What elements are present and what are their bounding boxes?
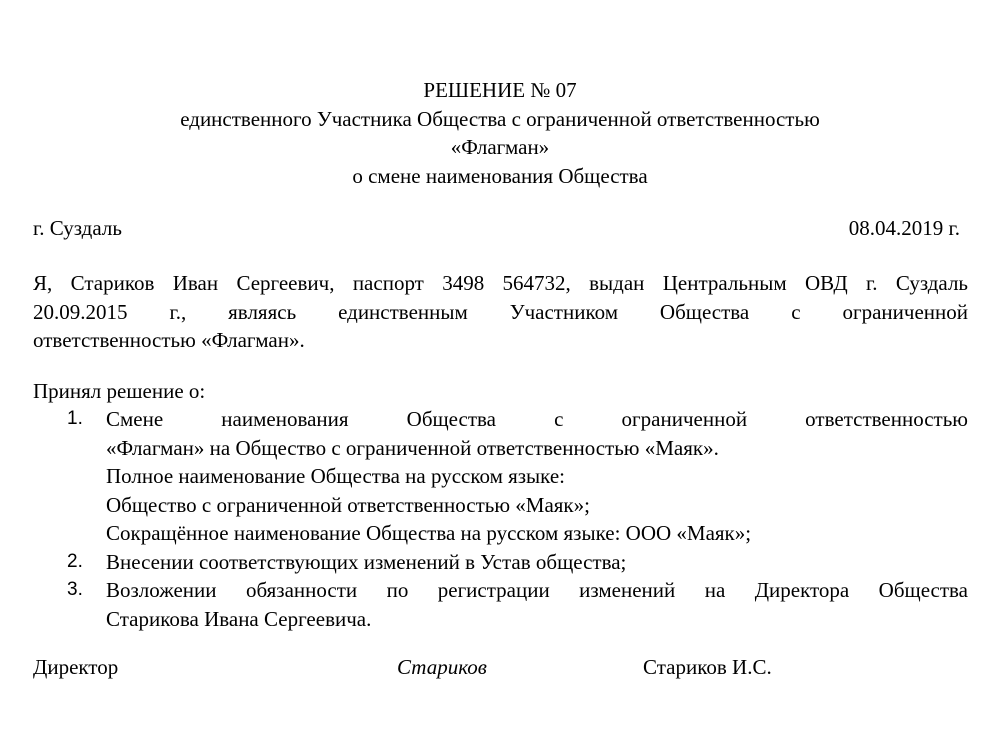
list-item xyxy=(33,576,968,633)
document-title-block xyxy=(0,76,1000,190)
title-topic: о смене наименования Общества xyxy=(352,163,648,188)
intro-paragraph xyxy=(33,269,968,355)
list-item xyxy=(33,405,968,548)
list-item-line: Смене наименования Общества с ограниченной ответственностью xyxy=(106,407,968,431)
intro-line: Я, Стариков Иван Сергеевич, паспорт 3498 564732, выдан Центральным ОВД г. Суздаль xyxy=(33,271,968,295)
signer-role: Директор xyxy=(33,655,119,679)
list-item-line: Полное наименование Общества на русском языке: xyxy=(106,464,566,488)
decision-heading: Принял решение о: xyxy=(33,379,206,403)
signer-name: Стариков И.С. xyxy=(643,655,772,679)
intro-line: ответственностью «Флагман». xyxy=(33,328,305,352)
document-place: г. Суздаль xyxy=(33,216,122,240)
list-item-line: «Флагман» на Общество с ограниченной ответственностью «Маяк». xyxy=(106,435,719,460)
intro-line: 20.09.2015 г., являясь единственным Участником Общества с ограниченной xyxy=(33,299,968,324)
decision-list xyxy=(33,405,968,633)
list-item-line: Внесении соответствующих изменений в Устав общества; xyxy=(106,549,627,574)
list-item-line: Возложении обязанности по регистрации изменений на Директора Общества xyxy=(106,578,968,602)
list-item xyxy=(33,548,968,577)
place-date-row xyxy=(33,214,960,242)
signature-row xyxy=(33,653,968,681)
list-item-line: Старикова Ивана Сергеевича. xyxy=(106,606,372,631)
list-item-line: Общество с ограниченной ответственностью «Маяк»; xyxy=(106,492,590,517)
list-item-number: 3. xyxy=(67,579,83,600)
handwritten-signature: Стариков xyxy=(397,655,487,679)
list-item-line: Сокращённое наименование Общества на русском языке: ООО «Маяк»; xyxy=(106,521,752,545)
title-subject: единственного Участника Общества с ограниченной ответственностью xyxy=(180,106,820,131)
document-date: 08.04.2019 г. xyxy=(848,216,960,240)
list-item-number: 2. xyxy=(67,550,83,572)
list-item-number: 1. xyxy=(67,408,83,429)
document-title: РЕШЕНИЕ № 07 xyxy=(423,78,577,102)
company-name: «Флагман» xyxy=(450,135,550,159)
